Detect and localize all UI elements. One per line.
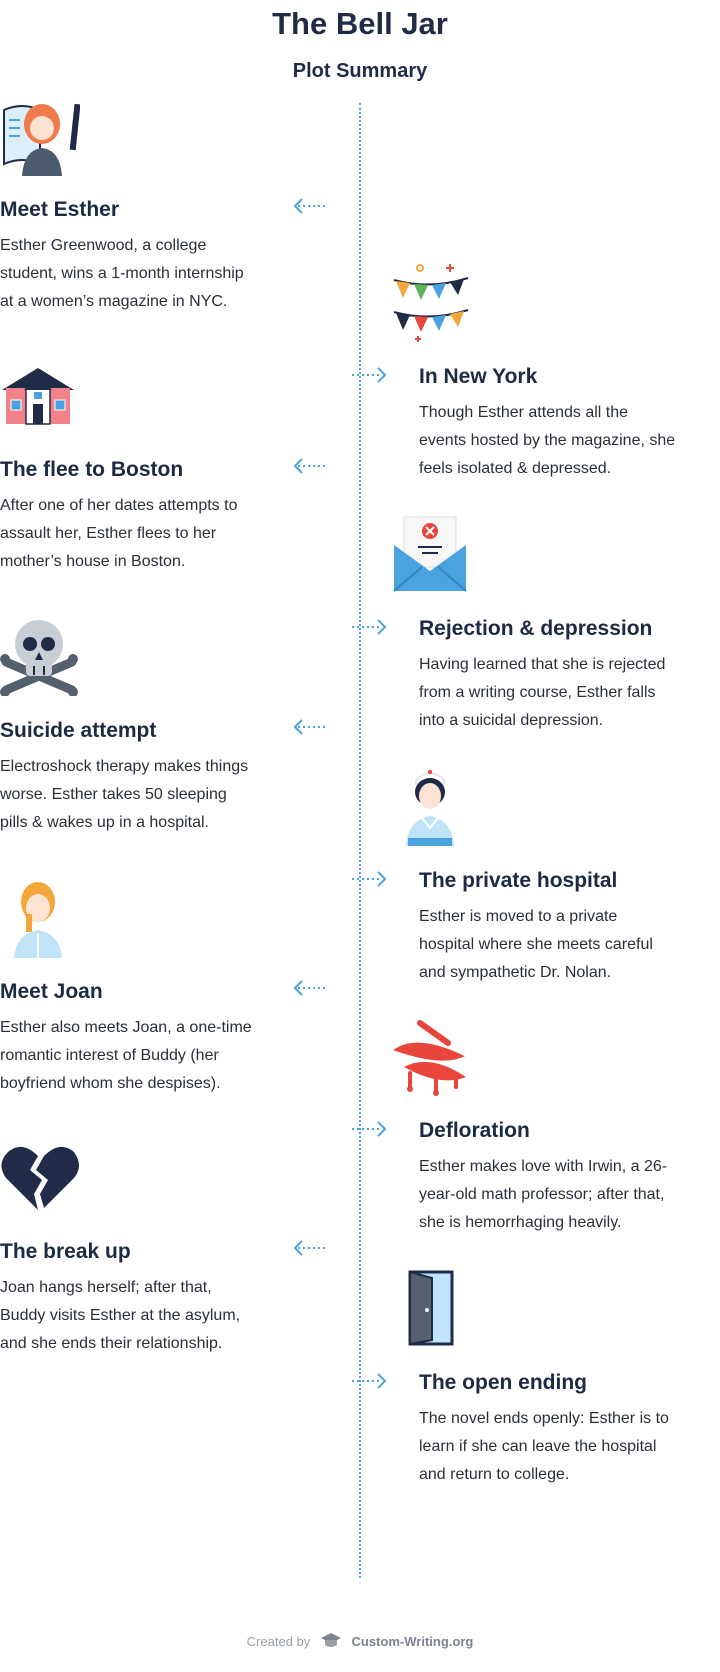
event-description: Esther also meets Joan, a one-time romantic interest of Buddy (her boyfriend whom she despises).	[0, 1019, 252, 1092]
rejection-letter-icon	[392, 515, 468, 598]
page-title: The Bell Jar	[272, 6, 448, 41]
event-description: Esther makes love with Irwin, a 26- year-old math professor; after that, she is hemorrhaging heavily.	[419, 1158, 668, 1231]
event-description: Esther Greenwood, a college student, wins a 1-month internship at a women’s magazine in NYC.	[0, 237, 244, 310]
nurse-icon	[404, 766, 456, 851]
event-rejection-depression	[419, 615, 720, 735]
event-meet-esther	[0, 196, 310, 316]
event-meet-joan	[0, 978, 310, 1098]
event-title: The private hospital	[419, 869, 618, 892]
event-title: Defloration	[419, 1119, 530, 1142]
event-title: Meet Joan	[0, 980, 103, 1003]
event-description: Esther is moved to a private hospital where she meets careful and sympathetic Dr. Nolan.	[419, 908, 653, 981]
page-subtitle: Plot Summary	[292, 60, 428, 82]
event-title: Suicide attempt	[0, 719, 157, 742]
arrow-right-icon	[350, 617, 388, 637]
event-title: The break up	[0, 1240, 131, 1263]
arrow-left-icon	[292, 196, 330, 216]
event-flee-to-boston	[0, 456, 310, 576]
event-description: The novel ends openly: Esther is to learn if she can leave the hospital and return to college.	[419, 1410, 669, 1483]
woman-icon	[12, 878, 64, 963]
woman-reading-icon	[0, 98, 80, 181]
event-open-ending	[419, 1369, 720, 1489]
event-description: Electroshock therapy makes things worse. Esther takes 50 sleeping pills & wakes up in a hospital.	[0, 758, 249, 831]
event-title: The open ending	[419, 1371, 587, 1394]
event-title: The flee to Boston	[0, 458, 184, 481]
footer-brand-link[interactable]: Custom-Writing.org	[351, 1633, 474, 1649]
arrow-right-icon	[350, 1371, 388, 1391]
footer-credit	[0, 1632, 720, 1653]
event-description: Joan hangs herself; after that, Buddy visits Esther at the asylum, and she ends their relationship.	[0, 1279, 241, 1352]
event-description: After one of her dates attempts to assault her, Esther flees to her mother’s house in Boston.	[0, 497, 238, 570]
footer-created-by: Created by	[246, 1633, 311, 1649]
event-description: Having learned that she is rejected from a writing course, Esther falls into a suicidal depression.	[419, 656, 666, 729]
event-break-up	[0, 1238, 310, 1358]
arrow-right-icon	[350, 365, 388, 385]
event-title: In New York	[419, 365, 538, 388]
arrow-left-icon	[292, 978, 330, 998]
event-title: Rejection & depression	[419, 617, 653, 640]
graduation-cap-icon	[320, 1632, 342, 1653]
skull-crossbones-icon	[0, 616, 78, 701]
arrow-right-icon	[350, 869, 388, 889]
event-private-hospital	[419, 867, 720, 987]
bleeding-lips-icon	[390, 1017, 470, 1102]
broken-heart-icon	[0, 1142, 80, 1217]
party-flags-icon	[392, 262, 470, 349]
timeline-line	[359, 103, 361, 1578]
open-door-icon	[408, 1270, 454, 1351]
event-defloration	[419, 1117, 720, 1237]
event-title: Meet Esther	[0, 198, 120, 221]
arrow-right-icon	[350, 1119, 388, 1139]
arrow-left-icon	[292, 1238, 330, 1258]
arrow-left-icon	[292, 717, 330, 737]
event-description: Though Esther attends all the events hosted by the magazine, she feels isolated & depressed.	[419, 404, 676, 477]
house-icon	[0, 366, 76, 431]
arrow-left-icon	[292, 456, 330, 476]
event-in-new-york	[419, 363, 720, 483]
event-suicide-attempt	[0, 717, 310, 837]
